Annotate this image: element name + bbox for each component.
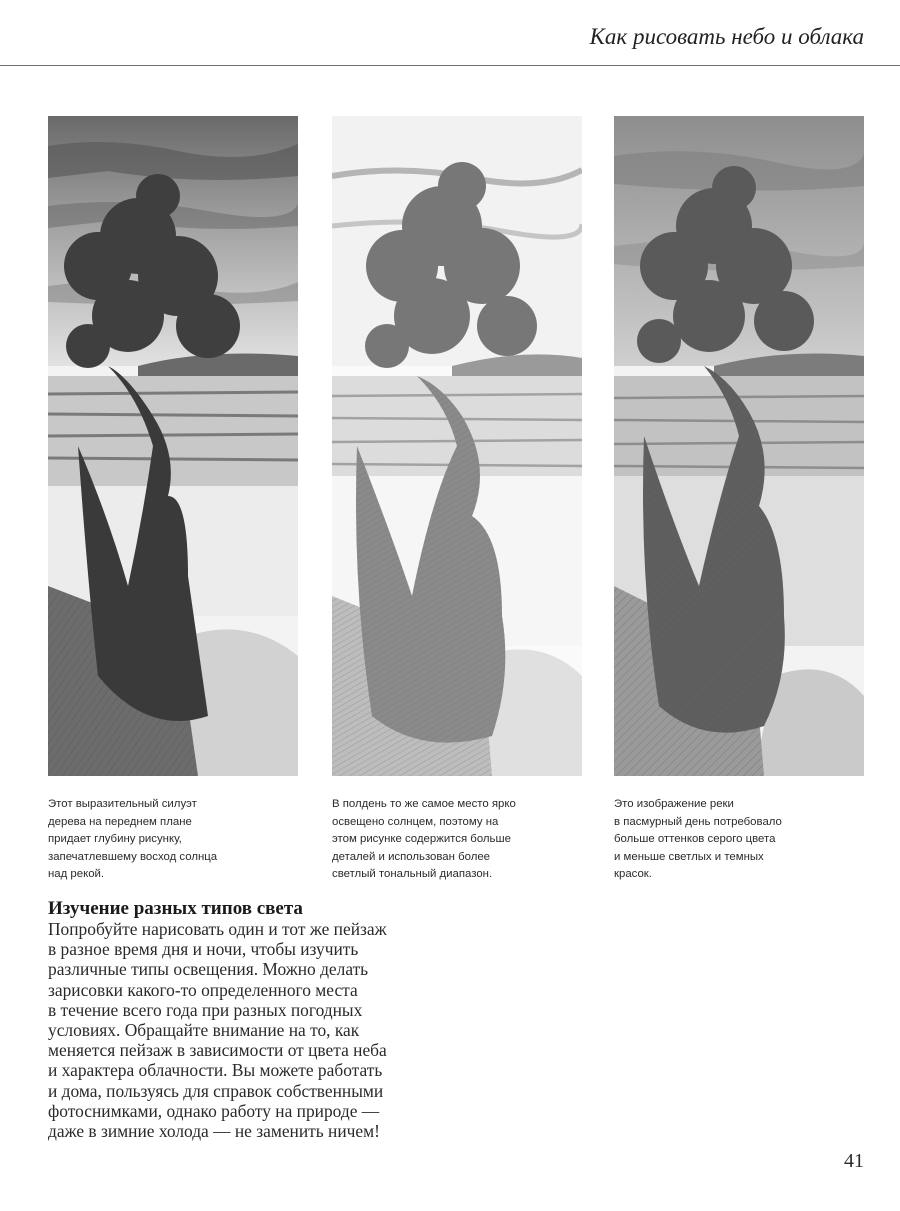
illustration-overcast xyxy=(614,116,864,776)
illustration-sunrise xyxy=(48,116,298,776)
caption-overcast: Это изображение реки в пасмурный день потребовало больше оттенков серого цвета и меньше светлых и темных красок. xyxy=(614,798,782,881)
tree-sketch-sunrise xyxy=(48,116,298,776)
caption-noon: В полдень то же самое место ярко освещено солнцем, поэтому на этом рисунке содержится больше деталей и использован более светлый тональный диапазон. xyxy=(332,798,516,881)
header-rule xyxy=(0,65,900,66)
page-number: 41 xyxy=(844,1150,864,1172)
tree-sketch-overcast xyxy=(614,116,864,776)
section-body-text: Попробуйте нарисовать один и тот же пейзаж в разное время дня и ночи, чтобы изучить различные типы освещения. Можно делать зарисовки какого-то определенного места в течение всего года при разных погодных условиях. Обращайте внимание на то, как меняется пейзаж в зависимости от цвета неба и характера облачности. Вы можете работать и дома, пользуясь для справок собственными фотоснимками, однако работу на природе — даже в зимние холода — не заменить ничем! xyxy=(48,919,387,1142)
running-header-title: Как рисовать небо и облака xyxy=(589,24,864,49)
caption-sunrise: Этот выразительный силуэт дерева на переднем плане придает глубину рисунку, запечатлевшему восход солнца над рекой. xyxy=(48,798,218,881)
tree-sketch-noon xyxy=(332,116,582,776)
illustration-noon xyxy=(332,116,582,776)
section-heading: Изучение разных типов света xyxy=(48,898,303,919)
